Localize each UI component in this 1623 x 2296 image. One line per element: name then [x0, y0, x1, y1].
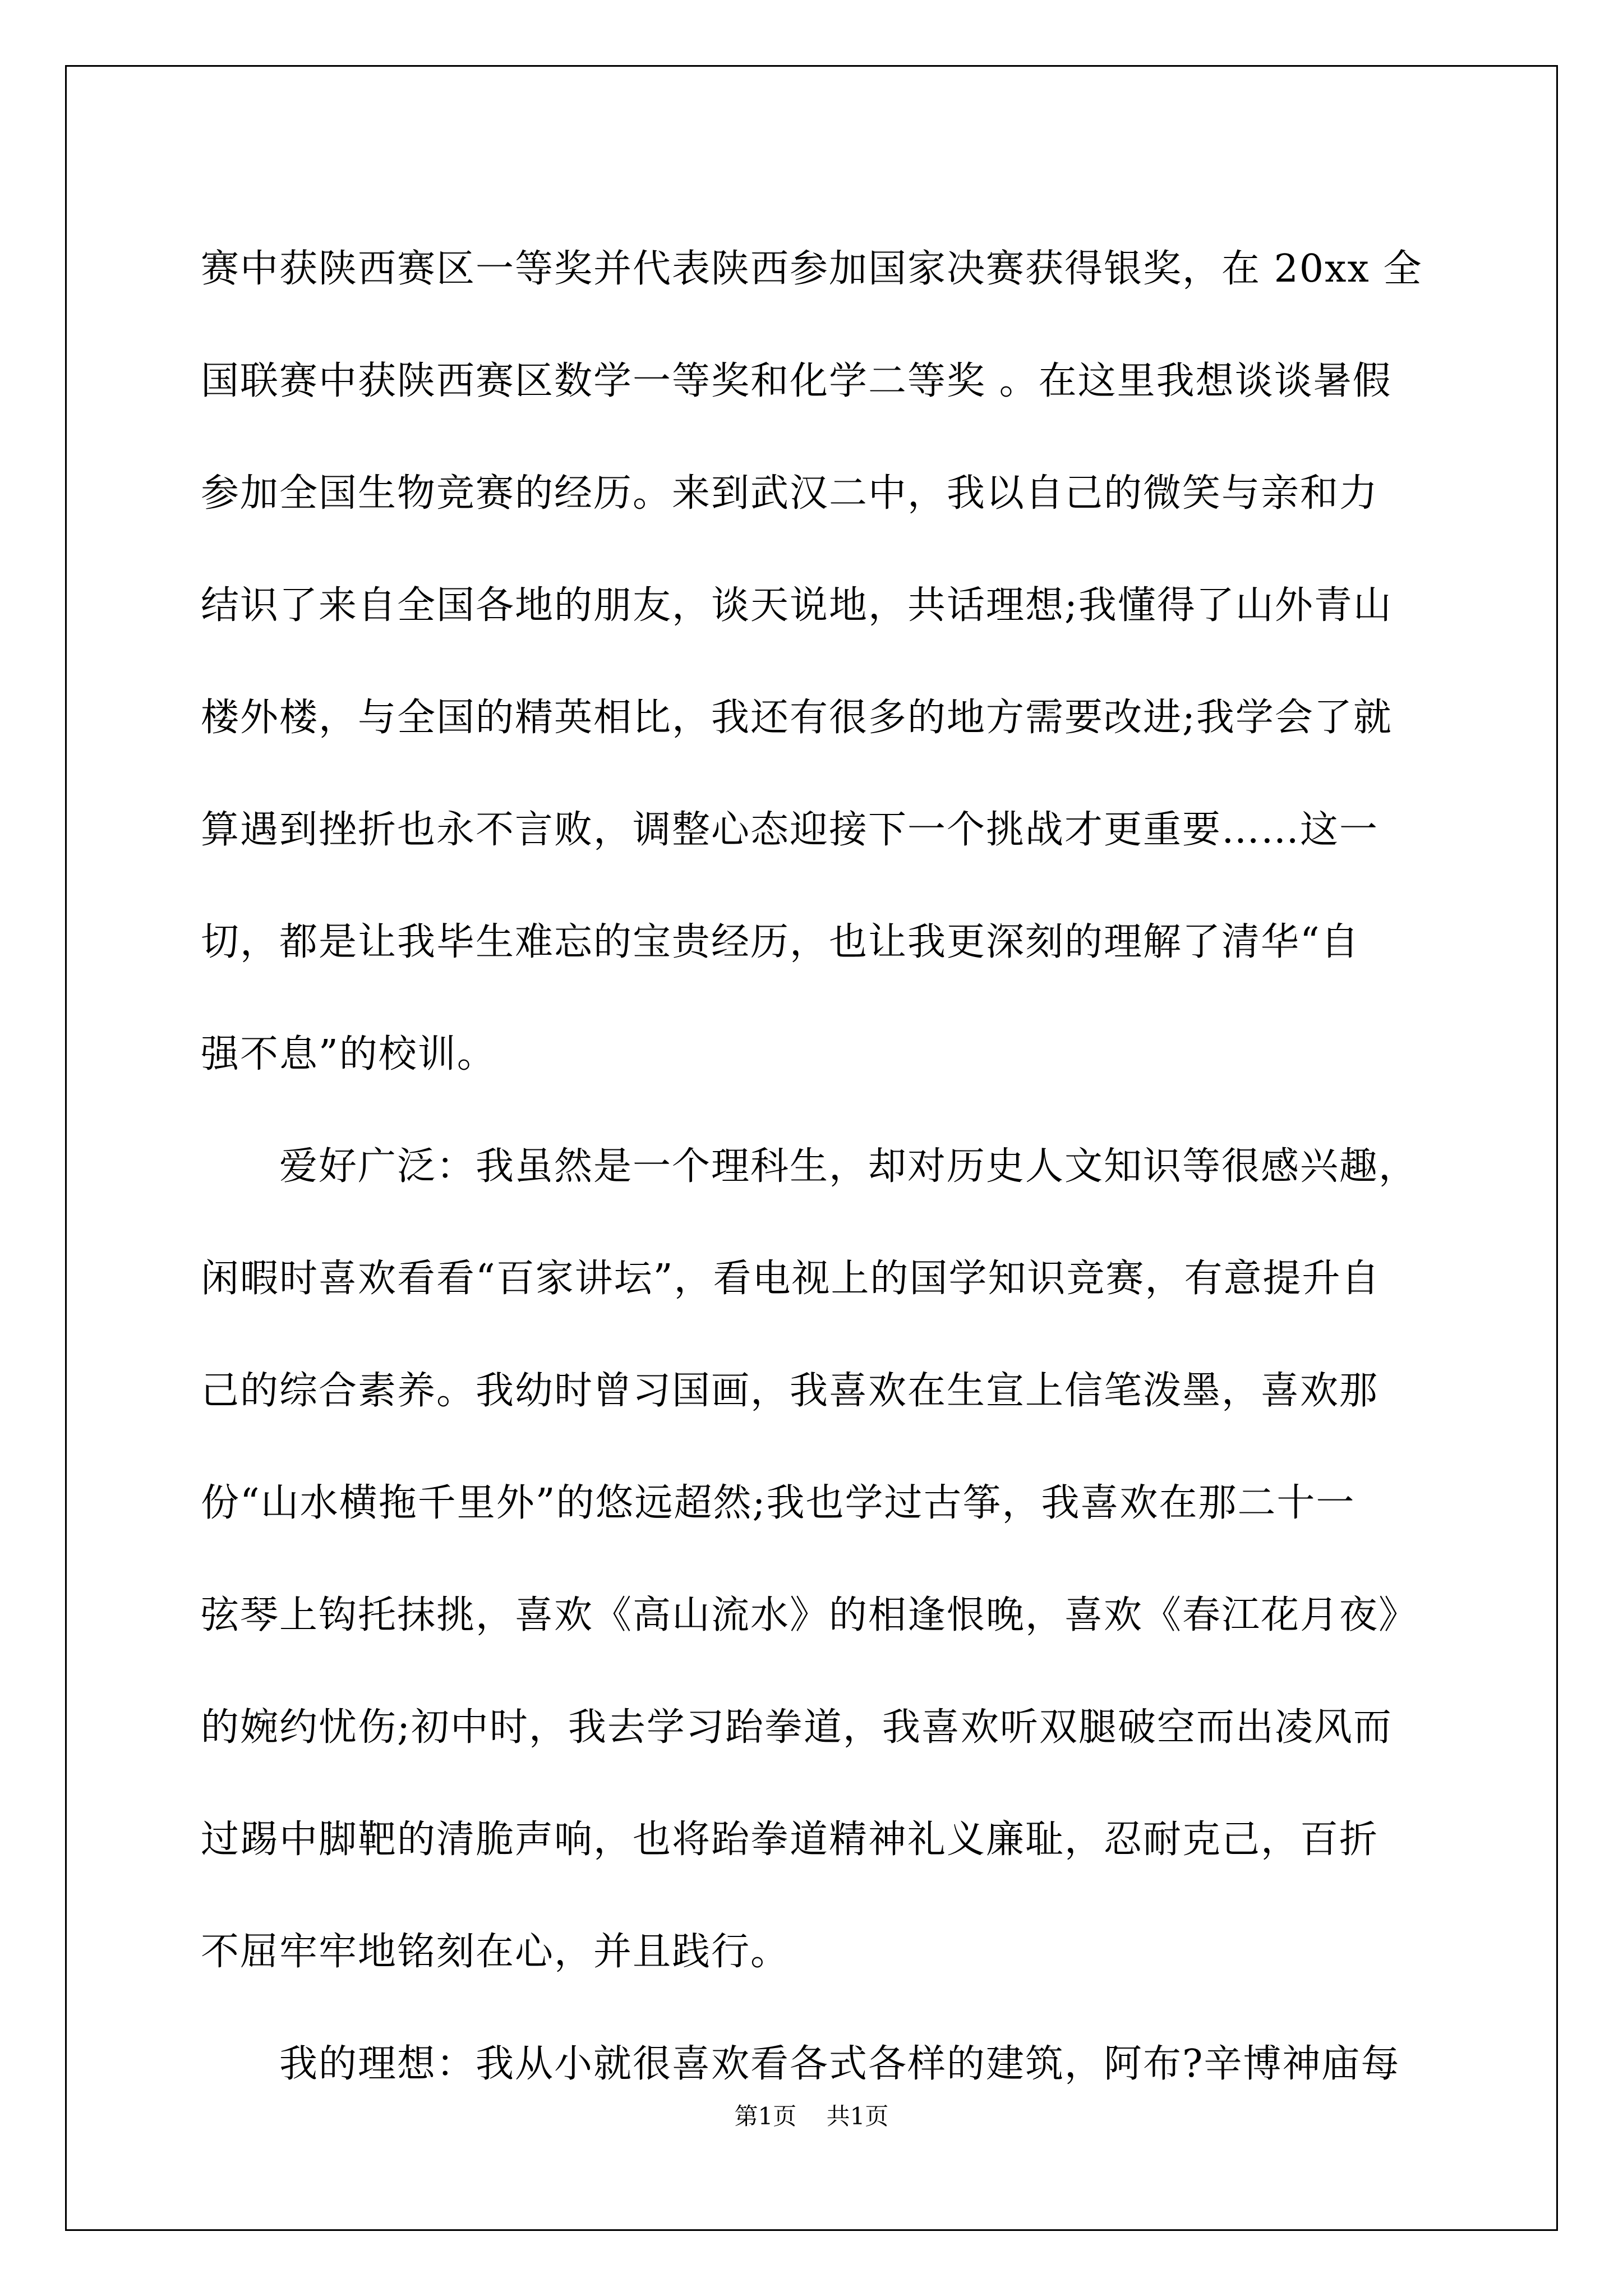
text-line: 己的综合素养。我幼时曾习国画，我喜欢在生宣上信笔泼墨，喜欢那 — [201, 1369, 1379, 1413]
text-line: 份“山水横拖千里外”的悠远超然;我也学过古筝，我喜欢在那二十一 — [201, 1481, 1355, 1525]
page-number-total: 共1页 — [826, 2102, 889, 2130]
paragraph-2 — [201, 1111, 1451, 2008]
text-line: 爱好广泛：我虽然是一个理科生，却对历史人文知识等很感兴趣， — [279, 1144, 1418, 1189]
text-line: 我的理想：我从小就很喜欢看各式各样的建筑，阿布?辛博神庙每 — [279, 2042, 1400, 2086]
text-line: 国联赛中获陕西赛区数学一等奖和化学二等奖 。在这里我想谈谈暑假 — [201, 359, 1392, 403]
text-line: 算遇到挫折也永不言败，调整心态迎接下一个挑战才更重要……这一 — [201, 808, 1379, 852]
text-line: 切，都是让我毕生难忘的宝贵经历，也让我更深刻的理解了清华“自 — [201, 920, 1360, 964]
text-line: 参加全国生物竞赛的经历。来到武汉二中，我以自己的微笑与亲和力 — [201, 471, 1379, 516]
page-footer — [0, 2098, 1623, 2132]
text-line: 不屈牢牢地铭刻在心，并且践行。 — [201, 1930, 790, 1974]
document-body — [201, 213, 1451, 2120]
text-line: 强不息”的校训。 — [201, 1032, 496, 1076]
page-number-current: 第1页 — [734, 2102, 797, 2130]
text-line: 结识了来自全国各地的朋友，谈天说地，共话理想;我懂得了山外青山 — [201, 583, 1393, 628]
text-line: 弦琴上钩托抹挑，喜欢《高山流水》的相逢恨晚，喜欢《春江花月夜》 — [201, 1593, 1418, 1637]
text-line: 的婉约忧伤;初中时，我去学习跆拳道，我喜欢听双腿破空而出凌风而 — [201, 1705, 1393, 1750]
text-line: 赛中获陕西赛区一等奖并代表陕西参加国家决赛获得银奖，在 20xx 全 — [201, 247, 1423, 291]
text-line: 闲暇时喜欢看看“百家讲坛”，看电视上的国学知识竞赛，有意提升自 — [201, 1257, 1381, 1301]
text-line: 楼外楼，与全国的精英相比，我还有很多的地方需要改进;我学会了就 — [201, 696, 1393, 740]
text-line: 过踢中脚靶的清脆声响，也将跆拳道精神礼义廉耻，忍耐克己，百折 — [201, 1818, 1379, 1862]
paragraph-1 — [201, 213, 1451, 1111]
